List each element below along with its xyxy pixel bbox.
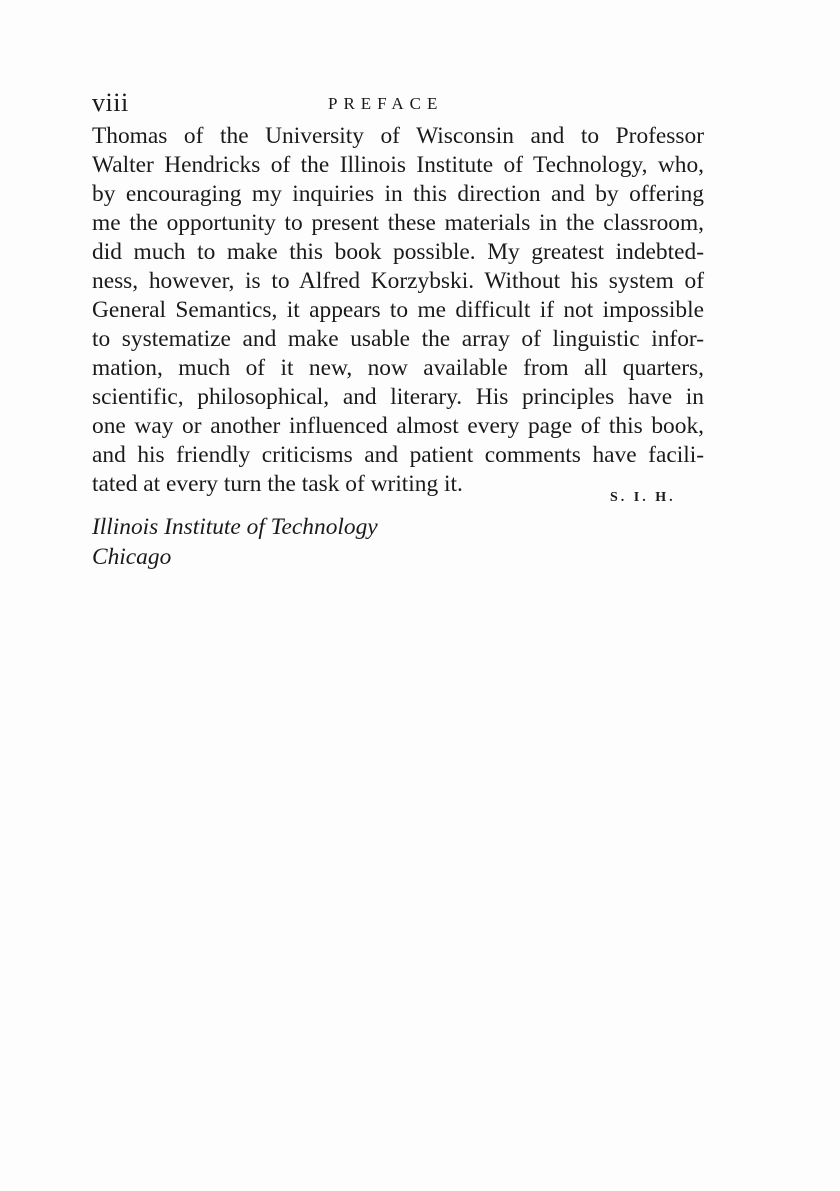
text-line: by encouraging my inquiries in this direction and by offering (92, 181, 704, 207)
text-line: Thomas of the University of Wisconsin and to Professor (92, 123, 704, 149)
preface-body (92, 122, 704, 499)
author-initials: S. I. H. (610, 490, 676, 505)
text-line: and his friendly criticisms and patient comments have facili- (92, 442, 704, 468)
text-line: Walter Hendricks of the Illinois Institute of Technology, who, (92, 152, 704, 178)
text-line: mation, much of it new, now available from all quarters, (92, 355, 704, 381)
text-line: me the opportunity to present these materials in the classroom, (92, 210, 704, 236)
place-of-writing (92, 512, 378, 572)
institution-name: Illinois Institute of Technology (92, 514, 378, 540)
text-line: General Semantics, it appears to me difficult if not impossible (92, 297, 704, 323)
city-name: Chicago (92, 544, 172, 570)
text-line: one way or another influenced almost every page of this book, (92, 413, 704, 439)
text-line: ness, however, is to Alfred Korzybski. Without his system of (92, 268, 704, 294)
text-line: did much to make this book possible. My greatest indebted- (92, 239, 704, 265)
text-line: to systematize and make usable the array of linguistic infor- (92, 326, 704, 352)
page-number: viii (92, 88, 129, 117)
text-line: scientific, philosophical, and literary. His principles have in (92, 384, 704, 410)
page-header (92, 88, 704, 122)
text-line: tated at every turn the task of writing it. (92, 471, 463, 497)
running-head: PREFACE (328, 94, 444, 113)
